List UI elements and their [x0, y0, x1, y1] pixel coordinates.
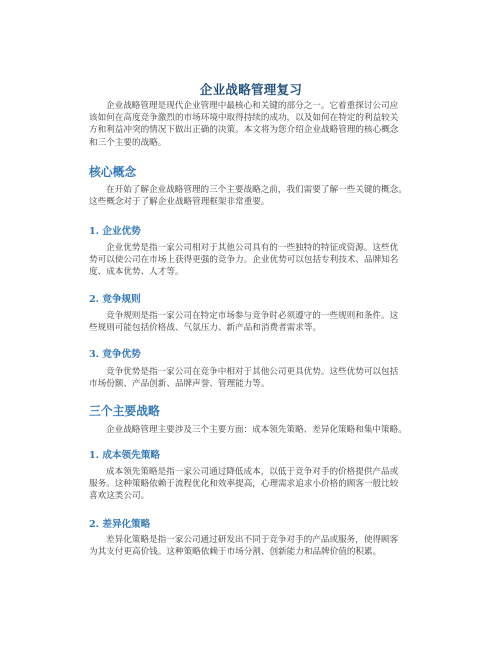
paragraph-line: 市场份额、产品创新、品牌声誉、管理能力等。 [89, 379, 270, 390]
paragraph-line: 成本领先策略是指一家公司通过降低成本，以低于竞争对手的价格提供产品或 [106, 467, 399, 477]
competition-rules-paragraph [89, 310, 419, 334]
paragraph-line: 度、成本优势、人才等。 [89, 267, 184, 278]
cost-leadership-paragraph [89, 466, 419, 503]
differentiation-paragraph [89, 534, 419, 558]
section1-intro-paragraph [89, 184, 419, 208]
section1-intro-line: 在开始了解企业战略管理的三个主要战略之前，我们需要了解一些关键的概念。 [106, 185, 407, 195]
subheading-cost-leadership: 1. 成本领先策略 [89, 450, 160, 461]
section-heading-three-strategies: 三个主要战略 [89, 404, 160, 418]
section2-intro-paragraph [89, 424, 419, 436]
intro-paragraph [89, 100, 419, 149]
section2-intro-line: 企业战略管理主要涉及三个主要方面：成本领先策略、差异化策略和集中策略。 [106, 425, 407, 435]
paragraph-line: 喜欢这类公司。 [89, 491, 150, 502]
intro-line: 企业战略管理是现代企业管理中最核心和关键的部分之一。它着重探讨公司应 [106, 101, 399, 111]
intro-line: 该如何在高度竞争激烈的市场环境中取得持续的成功，以及如何在特定的利益较关 [89, 113, 399, 124]
subheading-competitive-advantage: 3. 竞争优势 [89, 349, 141, 360]
paragraph-line: 企业优势是指一家公司相对于其他公司具有的一些独特的特征或资源。这些优 [106, 243, 399, 253]
page-title: 企业战略管理复习 [199, 82, 303, 97]
section-heading-core-concepts: 核心概念 [89, 165, 137, 179]
paragraph-line: 差异化策略是指一家公司通过研发出不同于竞争对手的产品或服务，使得顾客 [106, 535, 399, 545]
paragraph-line: 势可以使公司在市场上获得更强的竞争力。企业优势可以包括专利技术、品牌知名 [89, 255, 399, 266]
intro-line: 方和利益冲突的情况下做出正确的决策。本文将为您介绍企业战略管理的核心概念 [89, 125, 399, 136]
subheading-differentiation: 2. 差异化策略 [89, 519, 151, 530]
intro-line: 和三个主要的战略。 [89, 137, 167, 148]
paragraph-line: 竞争优势是指一家公司在竞争中相对于其他公司更具优势。这些优势可以包括 [106, 367, 399, 377]
enterprise-advantage-paragraph [89, 242, 419, 279]
subheading-competition-rules: 2. 竞争规则 [89, 294, 141, 305]
paragraph-line: 些规则可能包括价格战、气氛压力、新产品和消费者需求等。 [89, 323, 322, 334]
section1-intro-line: 这些概念对于了解企业战略管理框架非常重要。 [89, 197, 270, 208]
paragraph-line: 为其支付更高价钱。这种策略依赖于市场分割、创新能力和品牌价值的积累。 [89, 547, 382, 558]
paragraph-line: 服务。这种策略依赖于流程优化和效率提高，心理需求追求小价格的顾客一般比较 [89, 479, 399, 490]
paragraph-line: 竞争规则是指一家公司在特定市场参与竞争时必须遵守的一些规则和条件。这 [106, 311, 399, 321]
competitive-advantage-paragraph [89, 366, 419, 390]
subheading-enterprise-advantage: 1. 企业优势 [89, 226, 141, 237]
